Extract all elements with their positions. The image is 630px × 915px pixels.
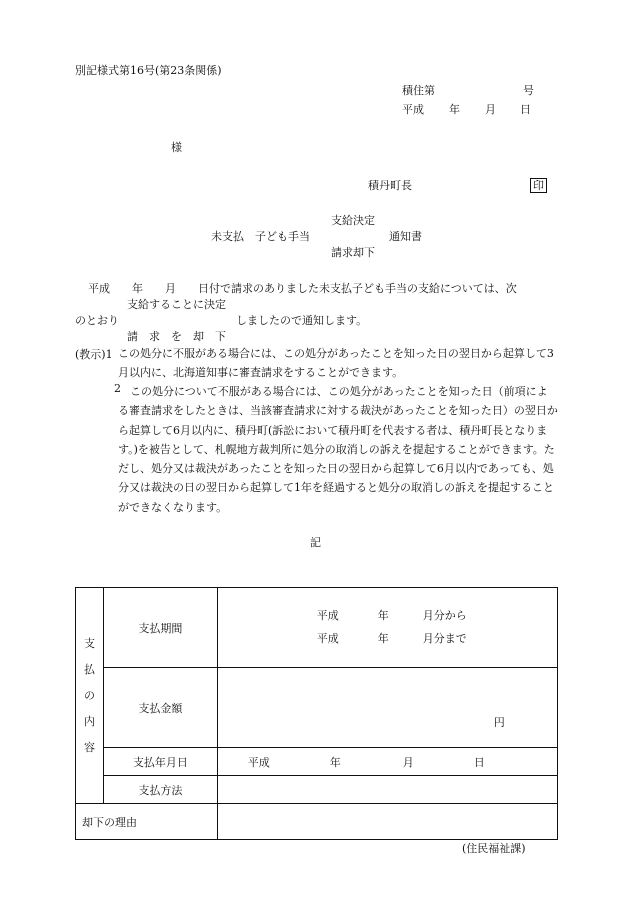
subject-suffix: 通知書 <box>389 230 422 243</box>
issuer-title: 積丹町長 <box>368 179 412 192</box>
period-from-year: 年 <box>377 609 389 622</box>
notice-2-label: 2 <box>114 382 121 395</box>
period-to-era: 平成 <box>316 632 339 645</box>
payment-date-era: 平成 <box>247 756 270 769</box>
document-number-suffix: 号 <box>523 84 534 97</box>
notice-1-text: この処分に不服がある場合には、この処分があったことを知った日の翌日から起算して3月以内に、北海道知事に審査請求をすることができます。 <box>118 347 554 380</box>
payment-method-label: 支払方法 <box>103 776 217 804</box>
body-line1: 平成 年 月 日付で請求のありました未支払子ども手当の支給については、次 <box>88 282 517 295</box>
payment-date-cell[interactable] <box>217 748 557 776</box>
payment-date-month: 月 <box>402 756 414 769</box>
payment-details-table <box>75 587 558 840</box>
ki-heading: 記 <box>310 536 321 549</box>
section-label-payment-content: 支 払 の 内 容 <box>76 588 104 804</box>
reject-reason-cell[interactable] <box>217 804 557 840</box>
period-label: 支払期間 <box>103 588 217 668</box>
date-day: 日 <box>520 103 531 116</box>
body-line2-right: しましたので通知します。 <box>236 314 368 327</box>
reject-reason-label: 却下の理由 <box>76 804 218 840</box>
subject-option-decision: 支給決定 <box>331 214 375 227</box>
notice-1-label: (教示)1 <box>75 348 113 361</box>
form-title: 別記様式第16号(第23条関係) <box>75 64 222 77</box>
amount-label: 支払金額 <box>103 668 217 748</box>
payment-method-cell[interactable] <box>217 776 557 804</box>
subject-option-reject: 請求却下 <box>331 246 375 259</box>
amount-unit: 円 <box>493 716 505 729</box>
body-option-reject: 請 求 を 却 下 <box>127 330 226 343</box>
payment-date-label: 支払年月日 <box>103 748 217 776</box>
seal-mark: 印 <box>530 178 547 193</box>
subject-main: 未支払 子ども手当 <box>211 230 310 243</box>
department-footer: (住民福祉課) <box>462 842 526 855</box>
payment-date-day: 日 <box>473 756 485 769</box>
period-to-suffix: 月分まで <box>422 632 467 645</box>
date-month: 月 <box>485 103 496 116</box>
period-value-cell[interactable] <box>217 588 557 668</box>
body-option-decision: 支給することに決定 <box>127 298 226 311</box>
payment-date-year: 年 <box>329 756 341 769</box>
body-line2-left: のとおり <box>75 314 119 327</box>
date-era: 平成 <box>402 103 424 116</box>
amount-value-cell[interactable] <box>217 668 557 748</box>
document-number-prefix: 積住第 <box>402 84 435 97</box>
period-to-year: 年 <box>377 632 389 645</box>
period-from-era: 平成 <box>316 609 339 622</box>
date-year: 年 <box>449 103 460 116</box>
period-from-suffix: 月分から <box>422 609 467 622</box>
addressee-suffix: 様 <box>171 141 182 154</box>
notice-2-text: この処分について不服がある場合には、この処分があったことを知った日（前項による審査請求をしたときは、当該審査請求に対する裁決があったことを知った日）の翌日から起算して6月以内に、積丹町(訴訟において積丹町を代表する者は、積丹町長となります。)を被告として、札幌地方裁判所に処分の取消しの訴えを提起することができます。ただし、処分又は裁決があったことを知った日の翌日から起算して6月以内であっても、処分又は裁決の日の翌日から起算して1年を経過すると処分の取消しの訴えを提起することができなくなります。 <box>118 385 558 514</box>
